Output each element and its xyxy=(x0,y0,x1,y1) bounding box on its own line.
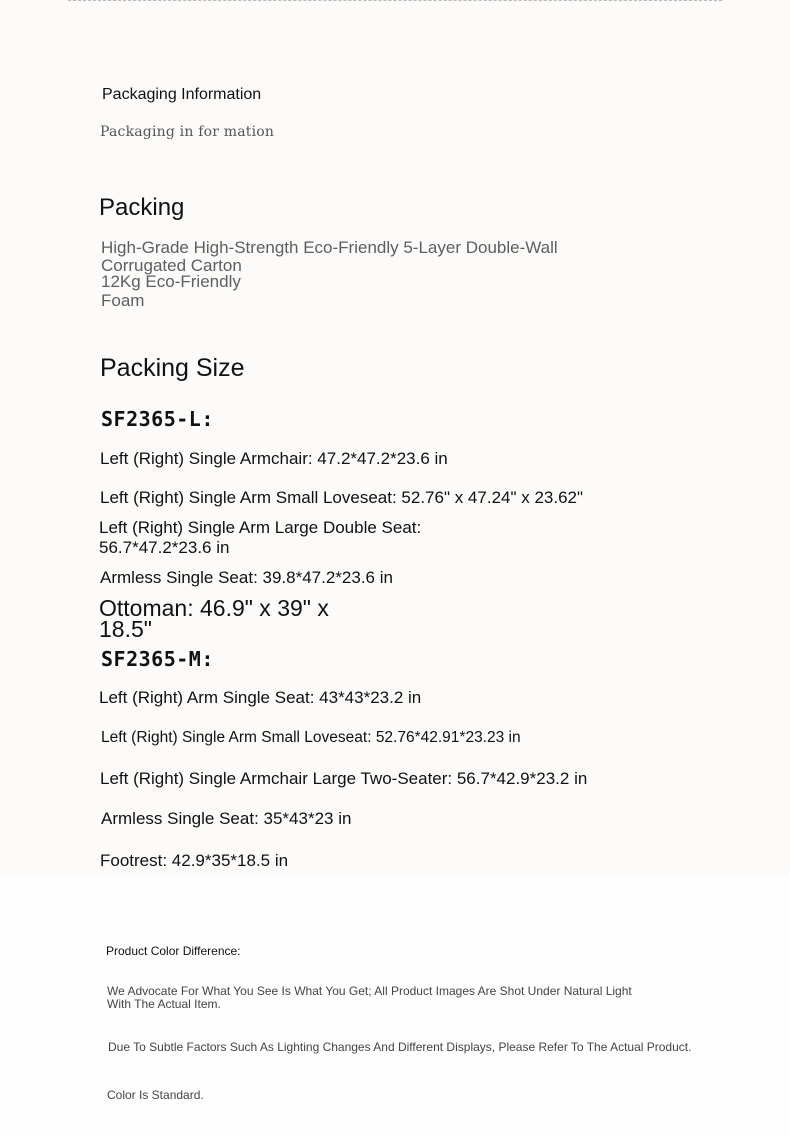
packing-line: Foam xyxy=(101,291,145,310)
packing-line: Corrugated Carton xyxy=(101,256,242,275)
packing-description xyxy=(101,238,621,310)
size-item: Armless Single Seat: 39.8*47.2*23.6 in xyxy=(100,568,393,587)
size-item: Armless Single Seat: 35*43*23 in xyxy=(101,809,352,828)
color-note-line: We Advocate For What You See Is What You Get; All Product Images Are Shot Under Natural Light With The Actual Item. xyxy=(107,984,632,1011)
size-item: Left (Right) Single Arm Large Double Seat: 56.7*47.2*23.6 in xyxy=(99,518,422,557)
size-item: Left (Right) Single Arm Small Loveseat: 52.76" x 47.24" x 23.62" xyxy=(100,488,584,507)
page-subtitle: Packaging in for mation xyxy=(100,124,275,140)
color-difference-heading: Product Color Difference: xyxy=(106,944,241,958)
page-title: Packaging Information xyxy=(102,86,262,103)
packing-heading: Packing xyxy=(99,194,185,221)
packing-line: High-Grade High-Strength Eco-Friendly 5-Layer Double-Wall xyxy=(101,238,558,257)
model-name: SF2365-L: xyxy=(101,407,214,431)
size-item: Left (Right) Single Armchair Large Two-Seater: 56.7*42.9*23.2 in xyxy=(100,769,588,788)
color-note-line: Due To Subtle Factors Such As Lighting Changes And Different Displays, Please Refer To The Actual Product. xyxy=(108,1040,692,1054)
packing-size-heading: Packing Size xyxy=(100,354,245,382)
size-item: Footrest: 42.9*35*18.5 in xyxy=(100,851,289,870)
packing-line: 12Kg Eco-Friendly xyxy=(101,272,241,291)
size-item: Left (Right) Arm Single Seat: 43*43*23.2 in xyxy=(99,688,422,707)
size-item: Left (Right) Single Armchair: 47.2*47.2*23.6 in xyxy=(100,449,448,468)
size-item: Left (Right) Single Arm Small Loveseat: 52.76*42.91*23.23 in xyxy=(101,729,521,746)
color-note-line: Color Is Standard. xyxy=(107,1088,204,1102)
model-name: SF2365-M: xyxy=(101,647,214,671)
size-item: Ottoman: 46.9" x 39" x 18.5" xyxy=(99,595,329,642)
dashed-divider xyxy=(68,0,722,1)
